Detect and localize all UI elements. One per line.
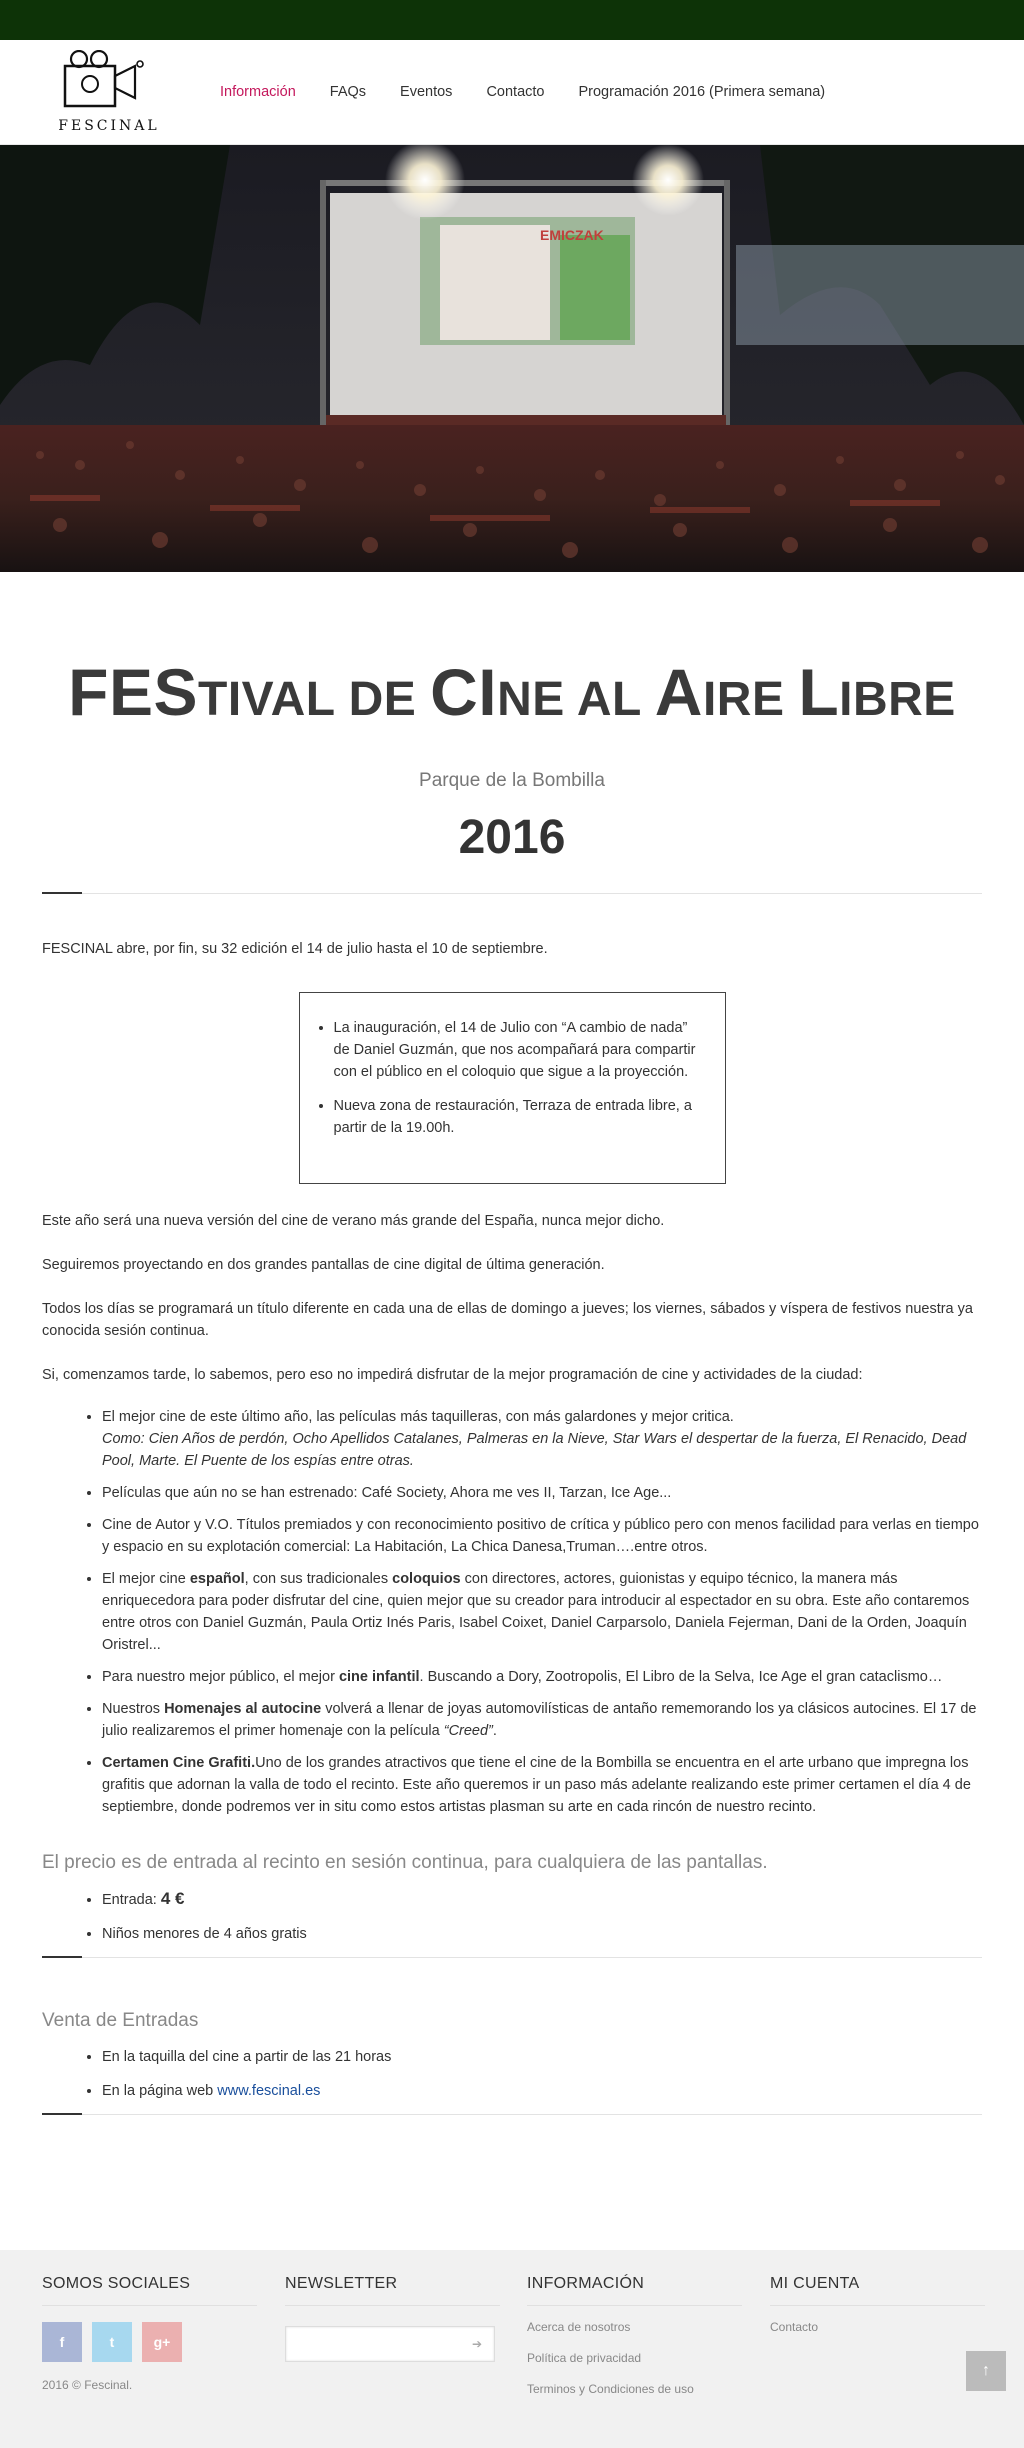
list-item: • Nuestros Homenajes al autocine volverá a llenar de joyas automovilísticas de antaño rememorando los ya clásicos autocines. El 17 de julio realizaremos el primer homenaje con la película “Creed”. bbox=[102, 1698, 982, 1742]
main-nav bbox=[220, 40, 825, 144]
list-item: • En la taquilla del cine a partir de las 21 horas bbox=[102, 2046, 982, 2068]
paragraph: Todos los días se programará un título diferente en cada una de ellas de domingo a jueves; los viernes, sábados y víspera de festivos nuestra ya conocida sesión continua. bbox=[42, 1301, 973, 1339]
tickets-heading: Venta de Entradas bbox=[42, 2010, 199, 2031]
main-content bbox=[0, 572, 1024, 2115]
list-item: • El mejor cine de este último año, las películas más taquilleras, con más galardones y mejor critica. Como: Cien Años de perdón, Ocho Apellidos Catalanes, Palmeras en la Nieve, Star Wars el despertar de la fuerza, El Renacido, Dead Pool, Marte. El Puente de los espías entre otras. bbox=[102, 1406, 982, 1472]
copyright: 2016 © Fescinal. bbox=[42, 2378, 133, 2392]
footer-heading: INFORMACIÓN bbox=[527, 2275, 742, 2306]
section-divider bbox=[42, 2114, 982, 2115]
footer-heading: SOMOS SOCIALES bbox=[42, 2275, 257, 2306]
price-value: 4 € bbox=[160, 1889, 185, 1908]
newsletter-input[interactable] bbox=[285, 2326, 495, 2362]
footer-account bbox=[770, 2275, 985, 2351]
page-title: FESTIVAL DE CINE AL AIRE LIBRE bbox=[68, 655, 956, 729]
nav-programacion[interactable]: Programación 2016 (Primera semana) bbox=[578, 84, 826, 100]
section-divider bbox=[42, 1957, 982, 1958]
paragraph: Si, comenzamos tarde, lo sabemos, pero eso no impedirá disfrutar de la mejor programación de cine y actividades de la ciudad: bbox=[42, 1367, 863, 1383]
footer-heading: MI CUENTA bbox=[770, 2275, 985, 2306]
screen-text: EMICZAK bbox=[540, 227, 604, 243]
nav-informacion[interactable]: Información bbox=[220, 84, 296, 100]
arrow-right-icon[interactable]: ➔ bbox=[471, 2337, 482, 2351]
google-plus-icon[interactable]: g+ bbox=[142, 2322, 182, 2362]
list-item: • Niños menores de 4 años gratis bbox=[102, 1923, 982, 1945]
footer-heading: NEWSLETTER bbox=[285, 2275, 500, 2306]
list-item: • Cine de Autor y V.O. Títulos premiados y con reconocimiento positivo de crítica y público pero con menos facilidad para verlas en tiempo y espacio en su explotación comercial: La Habitación, La Chica Danesa,Truman….entre otros. bbox=[102, 1514, 982, 1558]
list-item: • En la página web www.fescinal.es bbox=[102, 2080, 982, 2102]
footer-link[interactable]: Terminos y Condiciones de uso bbox=[527, 2382, 694, 2396]
list-item: • Entrada: 4 € bbox=[102, 1888, 982, 1911]
footer-link[interactable]: Acerca de nosotros bbox=[527, 2320, 631, 2334]
footer-info bbox=[527, 2275, 742, 2413]
footer bbox=[0, 2250, 1024, 2448]
year-heading: 2016 bbox=[458, 811, 566, 864]
price-heading: El precio es de entrada al recinto en sesión continua, para cualquiera de las pantallas. bbox=[42, 1852, 768, 1873]
list-item: • Para nuestro mejor público, el mejor cine infantil. Buscando a Dory, Zootropolis, El Libro de la Selva, Ice Age el gran cataclismo… bbox=[102, 1666, 982, 1688]
nav-faqs[interactable]: FAQs bbox=[329, 84, 367, 100]
navbar bbox=[0, 40, 1024, 145]
footer-newsletter bbox=[285, 2275, 500, 2362]
nav-eventos[interactable]: Eventos bbox=[400, 84, 453, 100]
tickets-list bbox=[42, 2046, 982, 2102]
highlight-item: • La inauguración, el 14 de Julio con “A cambio de nada” de Daniel Guzmán, que nos acompañará para compartir con el público en el coloquio que sigue a la proyección. bbox=[334, 1017, 705, 1083]
list-item: • Películas que aún no se han estrenado: Café Society, Ahora me ves II, Tarzan, Ice Age... bbox=[102, 1482, 982, 1504]
highlights-box bbox=[299, 992, 726, 1184]
section-divider bbox=[42, 893, 982, 894]
location-subtitle: Parque de la Bombilla bbox=[419, 770, 605, 791]
facebook-icon[interactable]: f bbox=[42, 2322, 82, 2362]
price-list bbox=[42, 1888, 982, 1945]
intro-text: FESCINAL abre, por fin, su 32 edición el 14 de julio hasta el 10 de septiembre. bbox=[42, 941, 548, 957]
paragraph: Seguiremos proyectando en dos grandes pantallas de cine digital de última generación. bbox=[42, 1257, 605, 1273]
paragraph: Este año será una nueva versión del cine de verano más grande del España, nunca mejor dicho. bbox=[42, 1213, 665, 1229]
camera-logo-icon bbox=[55, 50, 163, 116]
fescinal-logo[interactable] bbox=[55, 50, 163, 134]
list-item: • Certamen Cine Grafiti.Uno de los grandes atractivos que tiene el cine de la Bombilla se encuentra en el arte urbano que impregna los grafitis que adornan la valla de todo el recinto. Este año queremos ir un paso más adelante realizando este primer certamen el día 4 de septiembre, donde podremos ver in situ como estos artistas plasman su arte en cada rincón de nuestro recinto. bbox=[102, 1752, 982, 1818]
list-item: • El mejor cine español, con sus tradicionales coloquios con directores, actores, guionistas y equipo técnico, la manera más enriquecedora para poder disfrutar del cine, quien mejor que su creador para introducir al espectador en su obra. Este año contaremos entre otros con Daniel Guzmán, Paula Ortiz Inés Paris, Isabel Coixet, Daniel Carparsolo, Daniela Fejerman, Dani de la Orden, Joaquín Oristrel... bbox=[102, 1568, 982, 1656]
twitter-icon[interactable]: t bbox=[92, 2322, 132, 2362]
footer-link[interactable]: Política de privacidad bbox=[527, 2351, 642, 2365]
features-list bbox=[42, 1406, 982, 1818]
footer-link[interactable]: Contacto bbox=[770, 2320, 819, 2334]
scroll-to-top-button[interactable]: ↑ bbox=[966, 2351, 1006, 2391]
logo-text: FESCINAL bbox=[58, 118, 160, 134]
highlight-item: • Nueva zona de restauración, Terraza de entrada libre, a partir de la 19.00h. bbox=[334, 1095, 705, 1139]
top-bar bbox=[0, 0, 1024, 40]
hero-image bbox=[0, 145, 1024, 572]
footer-social bbox=[42, 2275, 257, 2392]
website-link[interactable]: www.fescinal.es bbox=[217, 2083, 321, 2099]
nav-contacto[interactable]: Contacto bbox=[486, 84, 545, 100]
